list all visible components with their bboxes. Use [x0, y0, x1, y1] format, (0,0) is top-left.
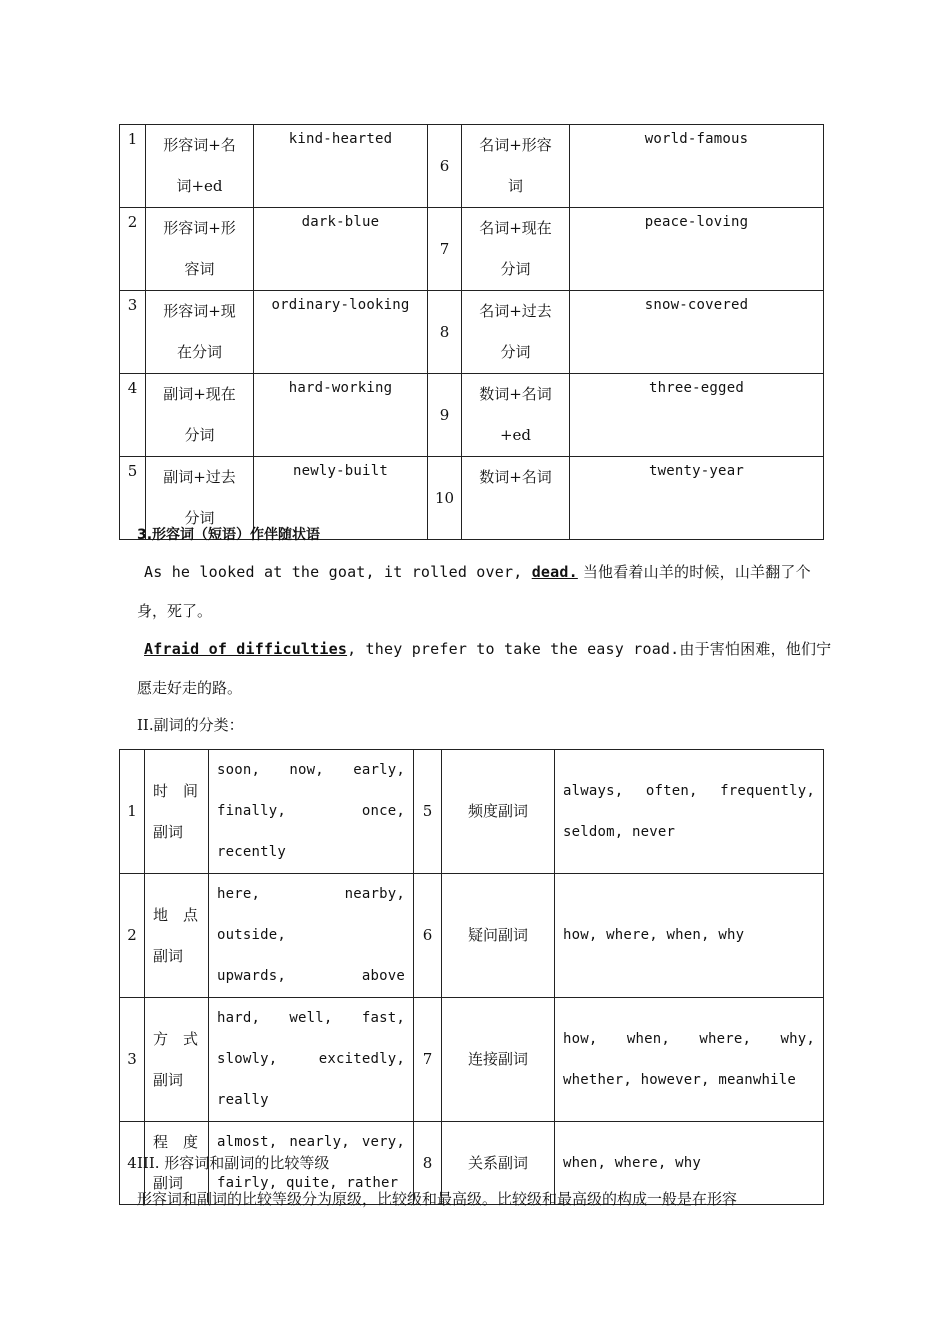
- example-cell: twenty-year: [570, 457, 824, 540]
- example-2-chinese-cont: 愿走好走的路。: [137, 679, 243, 697]
- table-row: [120, 291, 824, 374]
- example-cell: snow-covered: [570, 291, 824, 374]
- row-number: 4: [120, 374, 146, 457]
- category-cell: [462, 208, 570, 291]
- word: how, where, when, why: [563, 927, 745, 943]
- compound-adjective-table: [119, 124, 824, 540]
- word: frequently,: [720, 782, 815, 799]
- example-cell: kind-hearted: [254, 125, 428, 208]
- row-number: 8: [414, 1122, 442, 1205]
- category-cell: [146, 374, 254, 457]
- words-line-2: [217, 956, 405, 997]
- words-line-1: [563, 1019, 815, 1060]
- word: slowly,: [217, 1051, 278, 1067]
- word: often,: [645, 782, 698, 799]
- word: finally,: [217, 803, 287, 819]
- row-number: 4: [120, 1122, 145, 1205]
- words-cell: [209, 750, 414, 874]
- category-line-1: 副词+过去: [163, 468, 236, 486]
- word: nearby,: [344, 886, 405, 902]
- words-cell: [555, 998, 824, 1122]
- category-line-2: 副词: [153, 946, 184, 965]
- category-line-1: 副词+现在: [163, 385, 236, 403]
- example-2-text: , they prefer to take the easy road.由于害怕困难，他们宁: [347, 640, 832, 658]
- row-number: 8: [428, 291, 462, 374]
- category-line-1: 程 度: [153, 1133, 199, 1151]
- category-line-1: 形容词+形: [163, 219, 236, 237]
- table-row: [120, 998, 824, 1122]
- category-line-2: 分词: [500, 260, 531, 278]
- row-number: 5: [414, 750, 442, 874]
- word: almost,: [217, 1134, 278, 1150]
- words-line-2: seldom, never: [563, 823, 676, 840]
- category-cell: 关系副词: [442, 1122, 555, 1205]
- category-line-1: 地 点: [153, 905, 199, 924]
- category-line-2: 在分词: [176, 343, 222, 361]
- example-cell: hard-working: [254, 374, 428, 457]
- row-number: 9: [428, 374, 462, 457]
- word: nearly,: [289, 1134, 350, 1150]
- word: now,: [289, 762, 324, 778]
- category-line-2: 词+ed: [176, 177, 223, 195]
- words-line-1: [563, 915, 815, 956]
- word: excitedly,: [318, 1051, 405, 1067]
- row-number: 2: [120, 874, 145, 998]
- row-number: 7: [428, 208, 462, 291]
- word: soon,: [217, 762, 261, 778]
- category-cell: [145, 874, 209, 998]
- category-line-1: 形容词+现: [163, 302, 236, 320]
- words-line-3: recently: [217, 844, 287, 860]
- table-row: [120, 874, 824, 998]
- category-line-2: 分词: [500, 343, 531, 361]
- example-cell: three-egged: [570, 374, 824, 457]
- section-3-heading: 3.形容词（短语）作伴随状语: [137, 527, 321, 543]
- category-line-2: 副词: [153, 822, 184, 841]
- category-cell: [146, 291, 254, 374]
- word: how,: [563, 1030, 598, 1047]
- words-cell: [209, 874, 414, 998]
- word: well,: [289, 1010, 333, 1026]
- row-number: 7: [414, 998, 442, 1122]
- category-cell: 疑问副词: [442, 874, 555, 998]
- category-line-1: 方 式: [153, 1029, 199, 1048]
- word: very,: [361, 1134, 405, 1150]
- category-line-2: 分词: [184, 509, 215, 527]
- word: hard,: [217, 1010, 261, 1026]
- words-cell: [555, 750, 824, 874]
- words-line-1: [217, 874, 405, 956]
- table-row: [120, 374, 824, 457]
- category-cell: [462, 125, 570, 208]
- words-line-2: whether, however, meanwhile: [563, 1071, 796, 1088]
- row-number: 6: [414, 874, 442, 998]
- word: always,: [563, 782, 624, 799]
- row-number: 6: [428, 125, 462, 208]
- row-number: 10: [428, 457, 462, 540]
- words-line-1: [563, 771, 815, 812]
- table-row: [120, 125, 824, 208]
- category-line-1: 名词+现在: [479, 219, 552, 237]
- example-1-line: [137, 561, 817, 582]
- words-line-2: [217, 791, 405, 832]
- category-line-2: 容词: [184, 260, 215, 278]
- category-line-2: +ed: [499, 426, 532, 444]
- category-cell: 连接副词: [442, 998, 555, 1122]
- row-number: 3: [120, 291, 146, 374]
- words-line-2: [217, 1039, 405, 1080]
- words-line-1: [217, 998, 405, 1039]
- words-line-3: really: [217, 1092, 269, 1108]
- example-cell: dark-blue: [254, 208, 428, 291]
- category-line-1: 名词+过去: [479, 302, 552, 320]
- word: where,: [699, 1030, 752, 1047]
- example-1-chinese: 当他看着山羊的时候，山羊翻了个: [577, 563, 811, 581]
- category-line-2: 副词: [153, 1174, 184, 1192]
- category-line-1: 数词+名词: [479, 385, 552, 403]
- category-cell: [462, 291, 570, 374]
- category-cell: 频度副词: [442, 750, 555, 874]
- table-row: [120, 208, 824, 291]
- row-number: 2: [120, 208, 146, 291]
- word: upwards,: [217, 968, 287, 984]
- word: here,: [217, 886, 261, 902]
- row-number: 1: [120, 125, 146, 208]
- category-cell: [462, 374, 570, 457]
- example-cell: ordinary-looking: [254, 291, 428, 374]
- word: outside,: [217, 927, 287, 943]
- words-cell: [209, 998, 414, 1122]
- category-cell: [146, 208, 254, 291]
- example-cell: newly-built: [254, 457, 428, 540]
- example-cell: world-famous: [570, 125, 824, 208]
- adverb-classification-table: [119, 749, 824, 1205]
- words-line-1: [217, 750, 405, 791]
- section-III-heading: III. 形容词和副词的比较等级: [137, 1154, 330, 1172]
- example-1-keyword: dead.: [531, 563, 578, 581]
- words-cell: [555, 874, 824, 998]
- word: fast,: [361, 1010, 405, 1026]
- example-1-chinese-cont: 身，死了。: [137, 602, 213, 620]
- word: early,: [353, 762, 405, 778]
- category-cell: [146, 125, 254, 208]
- example-2-line: [137, 638, 832, 659]
- category-line-1: 名词+形容: [479, 136, 552, 154]
- word: why,: [780, 1030, 815, 1047]
- category-line-1: 时 间: [153, 781, 199, 800]
- category-cell: [145, 998, 209, 1122]
- word: once,: [361, 803, 405, 819]
- word: fairly, quite, rather: [217, 1175, 399, 1191]
- example-2-keyword: Afraid of difficulties: [144, 640, 348, 658]
- table-row: [120, 750, 824, 874]
- category-line-2: 分词: [184, 426, 215, 444]
- word: above: [361, 968, 405, 984]
- word: when,: [626, 1030, 671, 1047]
- category-line-1: 数词+名词: [479, 468, 552, 486]
- section-II-heading: II.副词的分类：: [137, 716, 244, 734]
- category-cell: [145, 750, 209, 874]
- category-line-2: 副词: [153, 1070, 184, 1089]
- row-number: 5: [120, 457, 146, 540]
- word: when, where, why: [563, 1154, 702, 1171]
- category-line-1: 形容词+名: [163, 136, 236, 154]
- section-III-text: 形容词和副词的比较等级分为原级，比较级和最高级。比较级和最高级的构成一般是在形容: [137, 1190, 738, 1208]
- category-line-2: 词: [507, 177, 523, 195]
- row-number: 1: [120, 750, 145, 874]
- row-number: 3: [120, 998, 145, 1122]
- example-1-text: As he looked at the goat, it rolled over,: [144, 563, 532, 581]
- example-cell: peace-loving: [570, 208, 824, 291]
